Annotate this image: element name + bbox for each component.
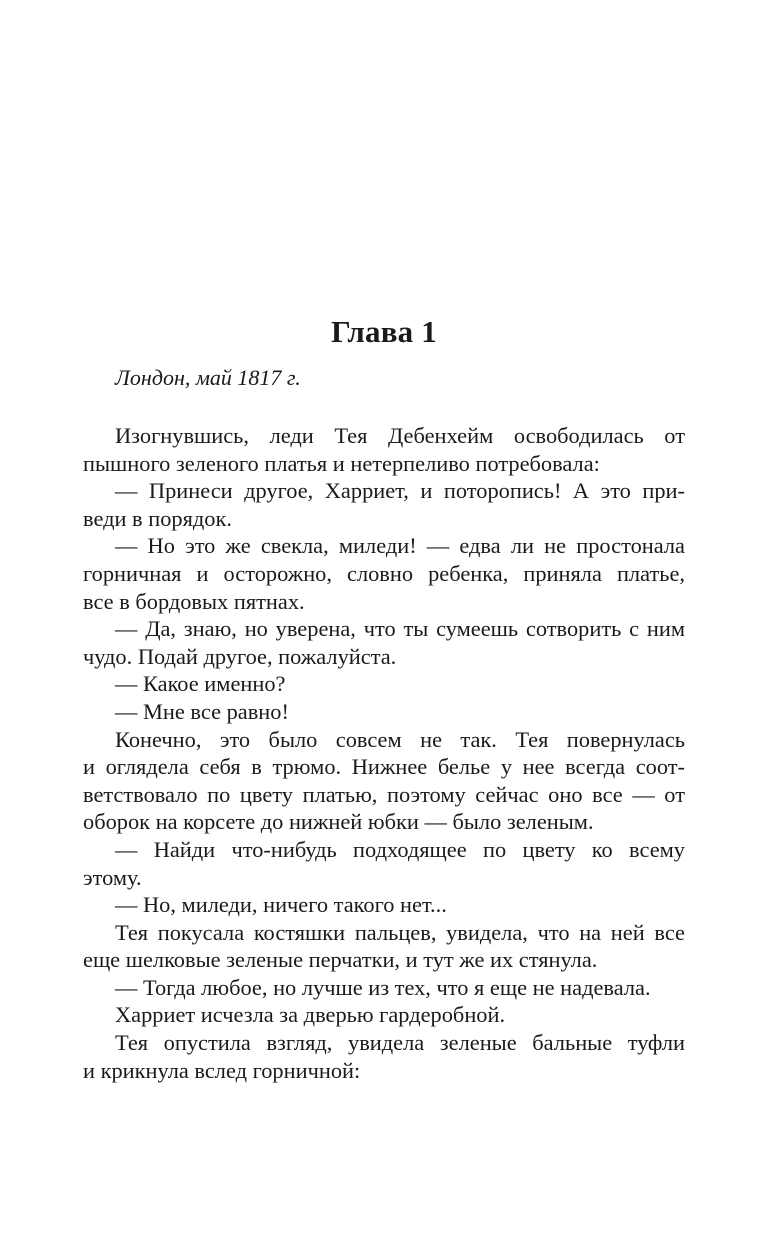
text-line: оборок на корсете до нижней юбки — было зеленым.: [83, 809, 594, 835]
text-line: — Тогда любое, но лучше из тех, что я еще не надевала.: [115, 974, 651, 1000]
text-line: еще шелковые зеленые перчатки, и тут же их стянула.: [83, 947, 598, 973]
chapter-body-text: [83, 422, 685, 1084]
text-line: — Да, знаю, но уверена, что ты сумеешь сотворить с ним: [115, 616, 685, 642]
text-line: Тея покусала костяшки пальцев, увидела, что на ней все: [115, 919, 685, 945]
text-line: и оглядела себя в трюмо. Нижнее белье у нее всегда соот-: [83, 754, 685, 780]
place-date-epigraph: Лондон, май 1817 г.: [115, 365, 301, 390]
chapter-title: Глава 1: [330, 314, 437, 349]
text-line: и крикнула вслед горничной:: [83, 1057, 361, 1083]
text-line: чудо. Подай другое, пожалуйста.: [83, 643, 397, 669]
text-line: ветствовало по цвету платью, поэтому сейчас оно все — от: [83, 781, 685, 807]
text-line: — Но, миледи, ничего такого нет...: [115, 892, 447, 918]
text-line: все в бордовых пятнах.: [83, 588, 305, 614]
text-line: — Мне все равно!: [115, 698, 289, 724]
text-line: — Найди что-нибудь подходящее по цвету ко всему: [115, 836, 685, 862]
text-line: пышного зеленого платья и нетерпеливо потребовала:: [83, 450, 600, 476]
text-line: — Какое именно?: [115, 671, 286, 697]
text-line: Изогнувшись, леди Тея Дебенхейм освободилась от: [115, 423, 685, 448]
text-line: Тея опустила взгляд, увидела зеленые бальные туфли: [115, 1030, 685, 1056]
text-line: Конечно, это было совсем не так. Тея повернулась: [115, 726, 685, 752]
text-line: веди в порядок.: [83, 505, 232, 531]
text-line: Харриет исчезла за дверью гардеробной.: [115, 1002, 506, 1028]
text-line: горничная и осторожно, словно ребенка, приняла платье,: [83, 560, 685, 586]
text-line: — Принеси другое, Харриет, и поторопись! А это при-: [115, 478, 685, 504]
text-line: — Но это же свекла, миледи! — едва ли не простонала: [115, 533, 685, 559]
text-line: этому.: [83, 864, 142, 890]
